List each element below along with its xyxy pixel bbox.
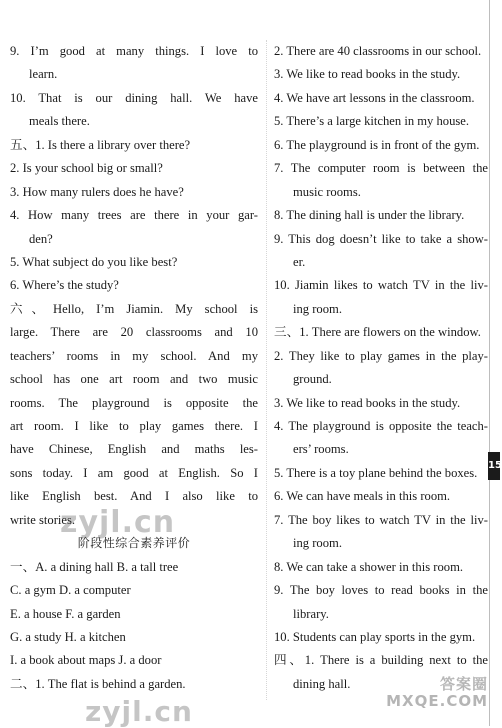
right-text-line: ing room.	[293, 301, 342, 316]
left-text-line: sons today. I am good at English. So I	[10, 465, 258, 480]
right-text-line: 6. We can have meals in this room.	[274, 489, 451, 504]
right-text-line: 3. We like to read books in the study.	[274, 67, 461, 82]
right-text-line: ing room.	[293, 536, 342, 551]
right-text-line: 三、1. There are flowers on the window.	[274, 325, 481, 340]
left-text-line: write stories.	[10, 512, 76, 527]
left-text-line: den?	[29, 231, 53, 246]
left-text-line: learn.	[29, 67, 58, 82]
watermark-bottom: zyjl.cn	[85, 695, 193, 728]
right-text-line: 10. Students can play sports in the gym.	[274, 629, 476, 644]
right-text-line: 2. There are 40 classrooms in our school.	[274, 44, 482, 58]
left-text-line: rooms. The playground is opposite the	[10, 395, 258, 410]
right-text-line: 5. There’s a large kitchen in my house.	[274, 114, 470, 129]
column-divider	[266, 40, 267, 700]
left-text-line: 阶段性综合素养评价	[77, 536, 191, 551]
left-column	[10, 40, 258, 696]
left-text-line: I. a book about maps J. a door	[10, 653, 162, 668]
right-text-line: library.	[293, 606, 329, 621]
left-text-line: 6. Where’s the study?	[10, 278, 119, 293]
page-edge	[489, 0, 500, 726]
right-text-line: 2. They like to play games in the play-	[274, 348, 488, 363]
right-text-line: 四、1. There is a building next to the	[274, 653, 488, 668]
right-text-line: dining hall.	[293, 676, 351, 691]
watermark-mid: zyjl.cn	[60, 505, 176, 540]
left-text-line: 10. That is our dining hall. We have	[10, 90, 258, 105]
right-text-line: 7. The boy likes to watch TV in the liv-	[274, 512, 488, 527]
right-text-line: 4. The playground is opposite the teach-	[274, 419, 488, 433]
left-text-line: 六、Hello, I’m Jiamin. My school is	[10, 301, 258, 316]
page-number-tab: 15	[488, 452, 500, 480]
right-text-line: 10. Jiamin likes to watch TV in the liv-	[274, 278, 488, 293]
watermark-corner	[386, 676, 488, 710]
right-text-line: 7. The computer room is between the	[274, 161, 488, 176]
left-text-line: school has one art room and two music	[10, 372, 258, 387]
left-text-line: teachers’ rooms in my school. And my	[10, 348, 258, 363]
right-text-line: music rooms.	[293, 184, 361, 199]
right-text-line: 3. We like to read books in the study.	[274, 395, 461, 410]
left-text-line: 9. I’m good at many things. I love to	[10, 44, 258, 58]
right-text-line: 5. There is a toy plane behind the boxes.	[274, 465, 478, 480]
right-text-line: 9. This dog doesn’t like to take a show-	[274, 231, 488, 246]
left-text-line: 4. How many trees are there in your gar-	[10, 208, 258, 223]
left-text-line: 5. What subject do you like best?	[10, 254, 178, 269]
right-text-line: 8. We can take a shower in this room.	[274, 559, 464, 574]
right-text-line: 6. The playground is in front of the gym.	[274, 137, 480, 152]
left-text-line: E. a house F. a garden	[10, 606, 121, 621]
left-text-line: 2. Is your school big or small?	[10, 161, 163, 176]
right-column	[274, 40, 488, 696]
left-text-line: G. a study H. a kitchen	[10, 629, 126, 644]
right-text-line: 9. The boy loves to read books in the	[274, 583, 488, 598]
watermark-corner-bottom: MXQE.COM	[386, 692, 488, 710]
right-text-line: 4. We have art lessons in the classroom.	[274, 90, 475, 105]
left-text-line: art room. I like to play games there. I	[10, 419, 258, 433]
right-text-line: 8. The dining hall is under the library.	[274, 208, 465, 223]
left-text-line: C. a gym D. a computer	[10, 583, 131, 598]
left-text-line: meals there.	[29, 114, 90, 129]
right-text-line: ers’ rooms.	[293, 442, 349, 457]
left-text-line: have Chinese, English and maths les-	[10, 442, 258, 457]
watermark-corner-top: 答案圈	[439, 675, 488, 693]
left-text-line: 3. How many rulers does he have?	[10, 184, 184, 199]
left-text-line: 一、A. a dining hall B. a tall tree	[10, 559, 179, 574]
left-text-line: like English best. And I also like to	[10, 489, 258, 504]
left-text-line: 五、1. Is there a library over there?	[10, 137, 191, 152]
left-text-line: large. There are 20 classrooms and 10	[10, 325, 258, 340]
left-text-line: 二、1. The flat is behind a garden.	[10, 676, 186, 691]
right-text-line: er.	[293, 254, 306, 269]
right-text-line: ground.	[293, 372, 332, 387]
